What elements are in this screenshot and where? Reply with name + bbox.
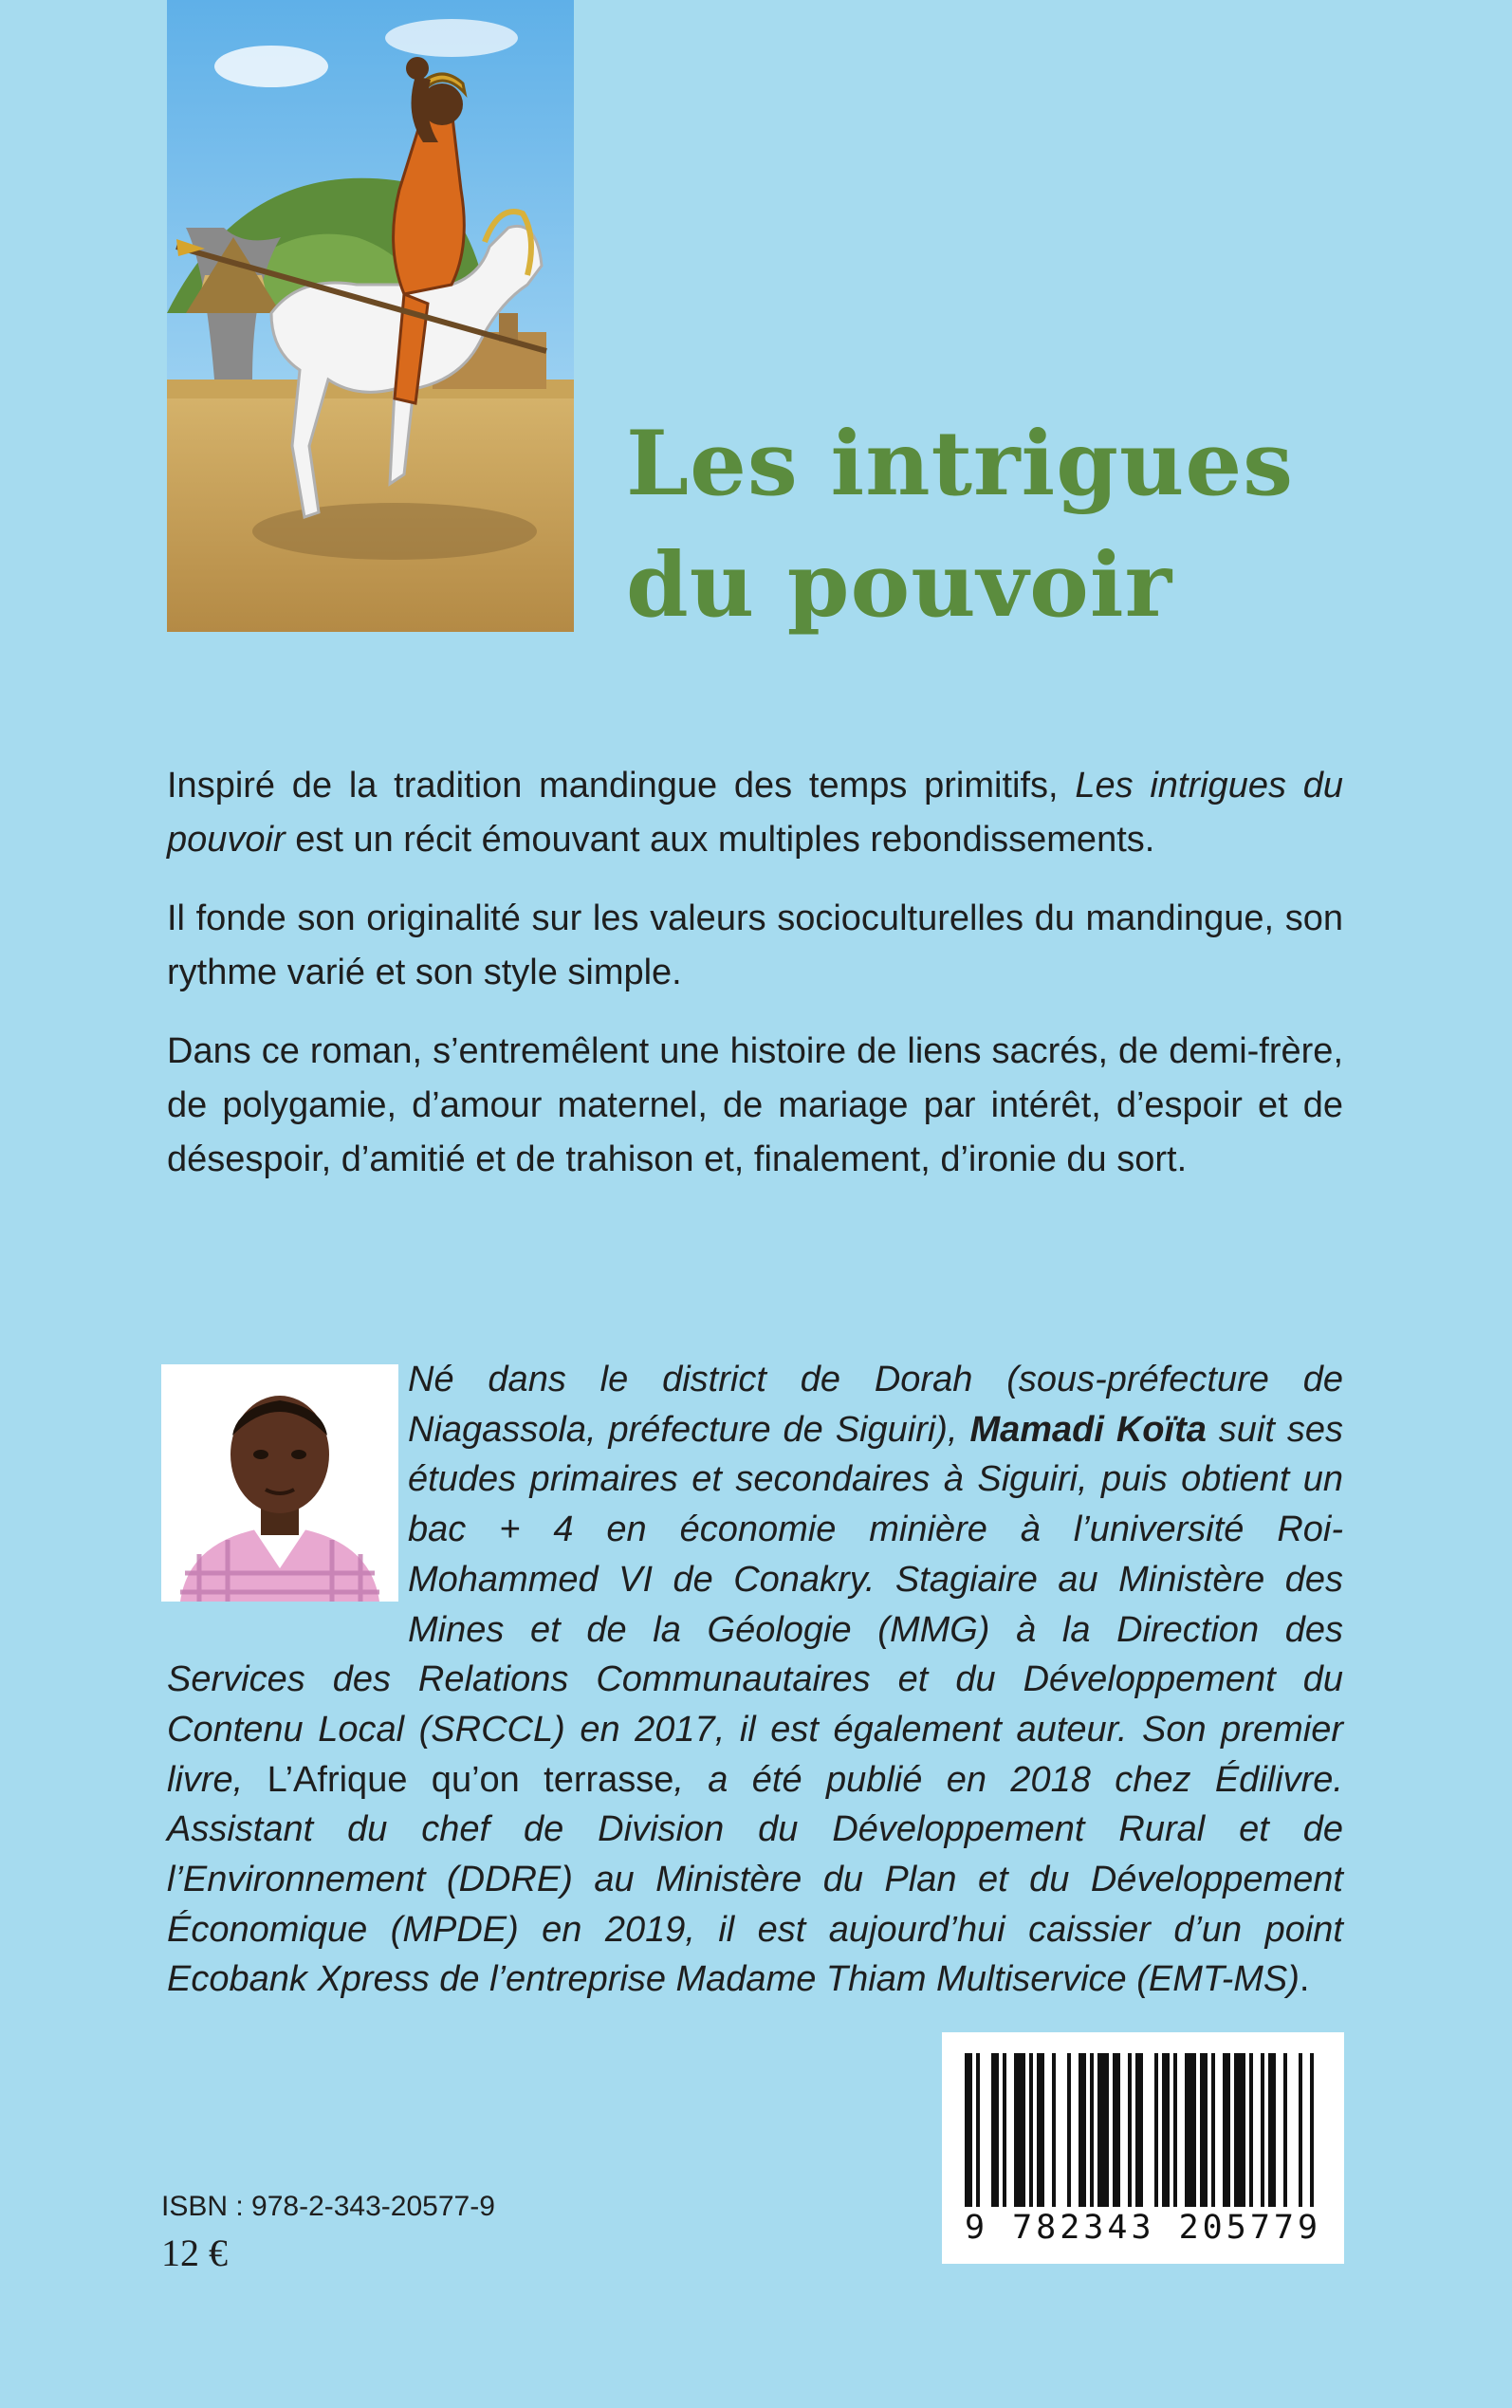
back-cover-blurb <box>167 759 1343 1212</box>
blurb-p1-end: est un récit émouvant aux multiples rebondissements. <box>285 820 1155 860</box>
title-line-1: Les intrigues <box>626 412 1295 516</box>
blurb-p1-start: Inspiré de la tradition mandingue des temps primitifs, <box>167 766 1076 806</box>
blurb-p1-title: Les intrigues du pouvoir <box>167 766 1343 860</box>
photo-spacer <box>167 1355 408 1605</box>
book-title <box>626 403 1366 646</box>
author-biography <box>167 1355 1343 2005</box>
bio-part-3: , a été publié en 2018 chez Édilivre. Assistant du chef de Division du Développement Rural et de l’Environnement (DDRE) au Ministère du Plan et du Développement Économique (MPDE) en 2019, il est aujourd’hui caissier d’un point Ecobank Xpress de l’entreprise Madame Thiam Multiservice (EMT-MS) <box>167 1759 1343 2000</box>
bio-part-2: suit ses études primaires et secondaires à Siguiri, puis obtient un bac + 4 en économie minière à l’université Roi-Mohammed VI de Conakry. Stagiaire au Ministère des Mines et de la Géologie (MMG) à la Direction des Services des Relations Communautaires et du Développement du Contenu Local (SRCCL) en 2017, il est également auteur. Son premier livre, <box>167 1409 1344 1800</box>
bio-part-1: Né dans le district de Dorah (sous-préfecture de Niagassola, préfecture de Siguiri), <box>408 1360 1343 1450</box>
blurb-paragraph-2: Il fonde son originalité sur les valeurs socioculturelles du mandingue, son rythme varié et son style simple. <box>167 898 1343 992</box>
title-line-2: du pouvoir <box>626 533 1173 638</box>
cover-illustration <box>167 0 574 632</box>
first-book-title: L’Afrique qu’on terrasse <box>267 1759 674 1800</box>
isbn: ISBN : 978-2-343-20577-9 <box>161 2191 495 2222</box>
barcode-digits: 9 782343 205779 <box>964 2209 1322 2247</box>
author-name: Mamadi Koïta <box>969 1409 1207 1450</box>
ean13-barcode-icon <box>965 2053 1321 2207</box>
price: 12 € <box>161 2232 228 2274</box>
blurb-paragraph-1 <box>167 759 1343 867</box>
barcode <box>942 2032 1344 2264</box>
blurb-paragraph-3: Dans ce roman, s’entremêlent une histoire de liens sacrés, de demi-frère, de polygamie, d’amour maternel, de mariage par intérêt, d’espoir et de désespoir, d’amitié et de trahison et, finalement, d’ironie du sort. <box>167 1031 1343 1179</box>
horseman-illustration-icon <box>167 0 574 632</box>
bio-end: . <box>1299 1959 1310 2000</box>
